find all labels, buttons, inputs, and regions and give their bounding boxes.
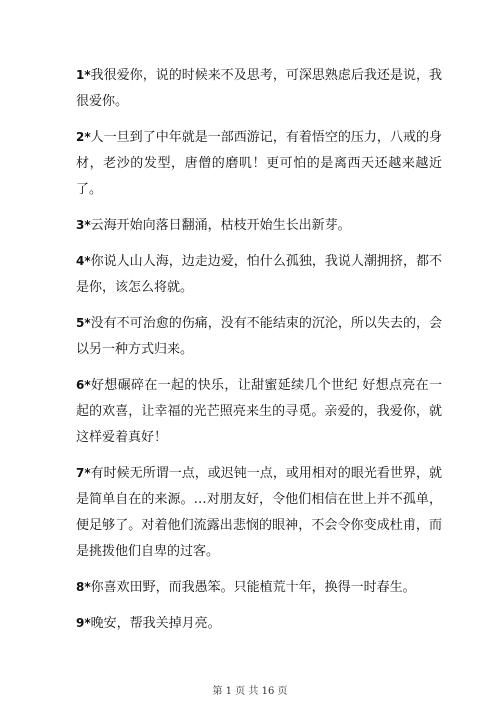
entry-7	[76, 460, 442, 565]
entry-number: 9*	[76, 616, 91, 630]
entry-2	[76, 124, 442, 203]
entry-number: 7*	[76, 466, 91, 480]
entry-8	[76, 574, 442, 601]
entry-number: 1*	[76, 68, 91, 82]
document-body	[76, 62, 442, 646]
entry-number: 8*	[76, 580, 91, 594]
entry-4	[76, 248, 442, 301]
entry-3	[76, 212, 442, 239]
entry-number: 4*	[76, 254, 91, 268]
entry-number: 6*	[76, 378, 91, 392]
entry-number: 2*	[76, 130, 91, 144]
entry-text: 晚安，帮我关掉月亮。	[90, 616, 221, 631]
entry-text: 你说人山人海，边走边爱，怕什么孤独，我说人潮拥挤，都不是你，该怎么将就。	[76, 254, 442, 295]
entry-1	[76, 62, 442, 115]
entry-number: 3*	[76, 218, 91, 232]
entry-text: 我很爱你，说的时候来不及思考，可深思熟虑后我还是说，我很爱你。	[76, 68, 442, 109]
entry-6	[76, 372, 442, 451]
entry-5	[76, 310, 442, 363]
entry-text: 好想碾碎在一起的快乐，让甜蜜延续几个世纪 好想点亮在一起的欢喜，让幸福的光芒照亮来生的寻觅。亲爱的，我爱你，就这样爱着真好！	[76, 378, 442, 445]
entry-text: 没有不可治愈的伤痛，没有不能结束的沉沦，所以失去的，会以另一种方式归来。	[76, 316, 442, 357]
entry-text: 你喜欢田野，而我愚笨。只能植荒十年，换得一时春生。	[90, 580, 416, 595]
entry-text: 云海开始向落日翻涌，枯枝开始生长出新芽。	[90, 218, 351, 233]
page-footer: 第 1 页 共 16 页	[212, 686, 288, 697]
entry-text: 人一旦到了中年就是一部西游记，有着悟空的压力，八戒的身材，老沙的发型，唐僧的磨叽！更可怕的是离西天还越来越近了。	[76, 130, 442, 197]
entry-number: 5*	[76, 316, 91, 330]
entry-9	[76, 610, 442, 637]
entry-text: 有时候无所谓一点，或迟钝一点，或用相对的眼光看世界，就是简单自在的来源。…对朋友好，令他们相信在世上并不孤单，便足够了。对着他们流露出悲悯的眼神，不会令你变成杜甫，而是挑拨他们自卑的过客。	[76, 466, 442, 559]
